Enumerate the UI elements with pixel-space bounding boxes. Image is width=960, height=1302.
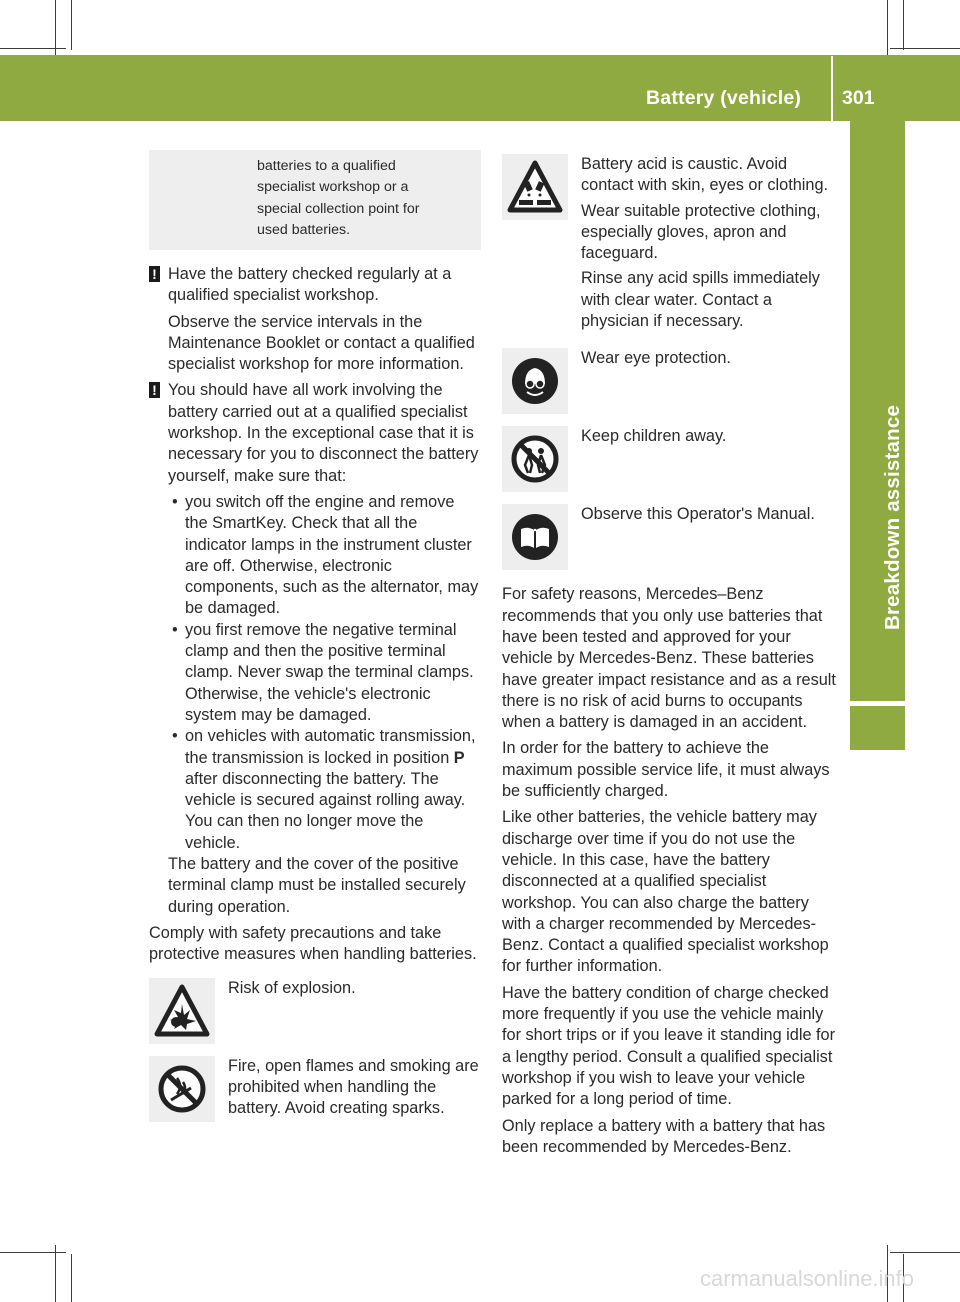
continued-line: used batteries. — [257, 222, 351, 239]
symbol-text: Wear suitable protective clothing, especially gloves, apron and faceguard. — [581, 201, 821, 263]
section-thumb-tab — [850, 706, 905, 750]
header-bar — [0, 55, 960, 121]
page-number: 301 — [842, 87, 875, 109]
body-paragraph: Have the battery condition of charge checked more frequently if you use the vehicle mainly for short trips or if you leave it standing idle for a lengthy period. Consult a qualified specialist workshop if you wish to leave your vehicle parked for a long period of time. — [502, 983, 836, 1109]
crop-mark — [903, 0, 904, 50]
corrosive-warning-icon — [502, 154, 568, 220]
eye-protection-icon — [502, 348, 568, 414]
body-paragraph: For safety reasons, Mercedes–Benz recommends that you only use batteries that have been tested and approved for your vehicle by Mercedes-Benz. These batteries have greater impact resistance and as a result there is no risk of acid burns to occupants when a battery is damaged in an accident. — [502, 585, 836, 732]
left-column — [149, 150, 481, 1123]
crop-mark — [887, 0, 888, 58]
section-label: Breakdown assistance — [881, 404, 904, 630]
keep-children-away-icon — [502, 426, 568, 492]
list-item — [168, 620, 481, 726]
bullet-icon: • — [172, 727, 178, 746]
gear-position: P — [453, 748, 465, 767]
list-item-text: you first remove the negative terminal clamp and then the positive terminal clamp. Never swap the terminal clamps. Otherwise, the vehicle's electronic system may be damaged. — [185, 620, 474, 724]
list-item-text: on vehicles with automatic transmission, the transmission is locked in position — [185, 727, 476, 767]
symbol-text: Battery acid is caustic. Avoid contact with skin, eyes or clothing. — [581, 155, 829, 195]
crop-mark — [0, 1252, 66, 1253]
note-text: Have the battery checked regularly at a qualified specialist workshop. — [168, 265, 452, 305]
symbol-row — [149, 1056, 481, 1124]
bullet-icon: • — [172, 492, 178, 511]
symbol-row — [502, 154, 836, 336]
body-paragraph: Like other batteries, the vehicle battery may discharge over time if you do not use the vehicle. In this case, have the battery disconnected at a qualified specialist workshop. You can also charge the battery with a charger recommended by Mercedes-Benz. Contact a qualified specialist workshop for further information. — [502, 808, 829, 976]
list-item-text: you switch off the engine and remove the SmartKey. Check that all the indicator lamps in the instrument cluster are off. Otherwise, electronic components, such as the alternator, may be damaged. — [185, 492, 479, 618]
body-paragraph: Only replace a battery with a battery that has been recommended by Mercedes-Benz. — [502, 1116, 826, 1156]
crop-mark — [71, 1254, 72, 1302]
note-block — [149, 264, 481, 375]
note-text: The battery and the cover of the positive terminal clamp must be installed securely during operation. — [168, 855, 466, 916]
symbol-text: Observe this Operator's Manual. — [581, 505, 815, 524]
continued-line: special collection point for — [257, 200, 420, 217]
read-manual-icon — [502, 504, 568, 570]
warning-mark-icon: ! — [149, 266, 160, 282]
crop-mark — [0, 48, 66, 49]
continued-line: batteries to a qualified — [257, 158, 396, 174]
warning-mark-icon: ! — [149, 382, 160, 398]
crop-mark — [890, 48, 960, 49]
watermark: carmanualsonline.info — [700, 1266, 915, 1291]
symbol-text: Wear eye protection. — [581, 349, 731, 368]
body-paragraph: In order for the battery to achieve the maximum possible service life, it must always be sufficiently charged. — [502, 739, 830, 801]
body-paragraph: Comply with safety precautions and take protective measures when handling batteries. — [149, 923, 477, 964]
page-title: Battery (vehicle) — [646, 87, 802, 109]
no-smoking-icon — [149, 1056, 215, 1122]
list-item-text: after disconnecting the battery. The vehicle is secured against rolling away. You can then no longer move the vehicle. — [185, 769, 466, 852]
symbol-text: Risk of explosion. — [228, 978, 356, 997]
explosion-warning-icon — [149, 978, 215, 1044]
symbol-text: Rinse any acid spills immediately with clear water. Contact a physician if necessary. — [581, 269, 820, 331]
header-divider — [831, 56, 833, 122]
continued-table-cell — [149, 150, 481, 250]
symbol-row — [502, 348, 836, 414]
symbol-row — [149, 978, 481, 1044]
continued-line: specialist workshop or a — [257, 179, 409, 196]
right-column — [502, 150, 836, 1163]
symbol-text: Keep children away. — [581, 427, 727, 446]
symbol-row — [502, 504, 836, 570]
symbol-text: Fire, open flames and smoking are prohibited when handling the battery. Avoid creating sparks. — [228, 1056, 479, 1118]
crop-mark — [71, 0, 72, 50]
crop-mark — [55, 1245, 56, 1302]
crop-mark — [890, 1252, 960, 1253]
symbol-row — [502, 426, 836, 492]
bullet-icon: • — [172, 620, 178, 639]
note-text: You should have all work involving the battery carried out at a qualified specialist workshop. In the exceptional case that it is necessary for you to disconnect the battery yourself, make sure that: — [168, 381, 479, 485]
note-block — [149, 380, 481, 486]
crop-mark — [55, 0, 56, 58]
list-item — [168, 492, 481, 620]
note-text: Observe the service intervals in the Maintenance Booklet or contact a qualified specialist workshop for more information. — [168, 312, 475, 374]
list-item — [168, 726, 481, 854]
